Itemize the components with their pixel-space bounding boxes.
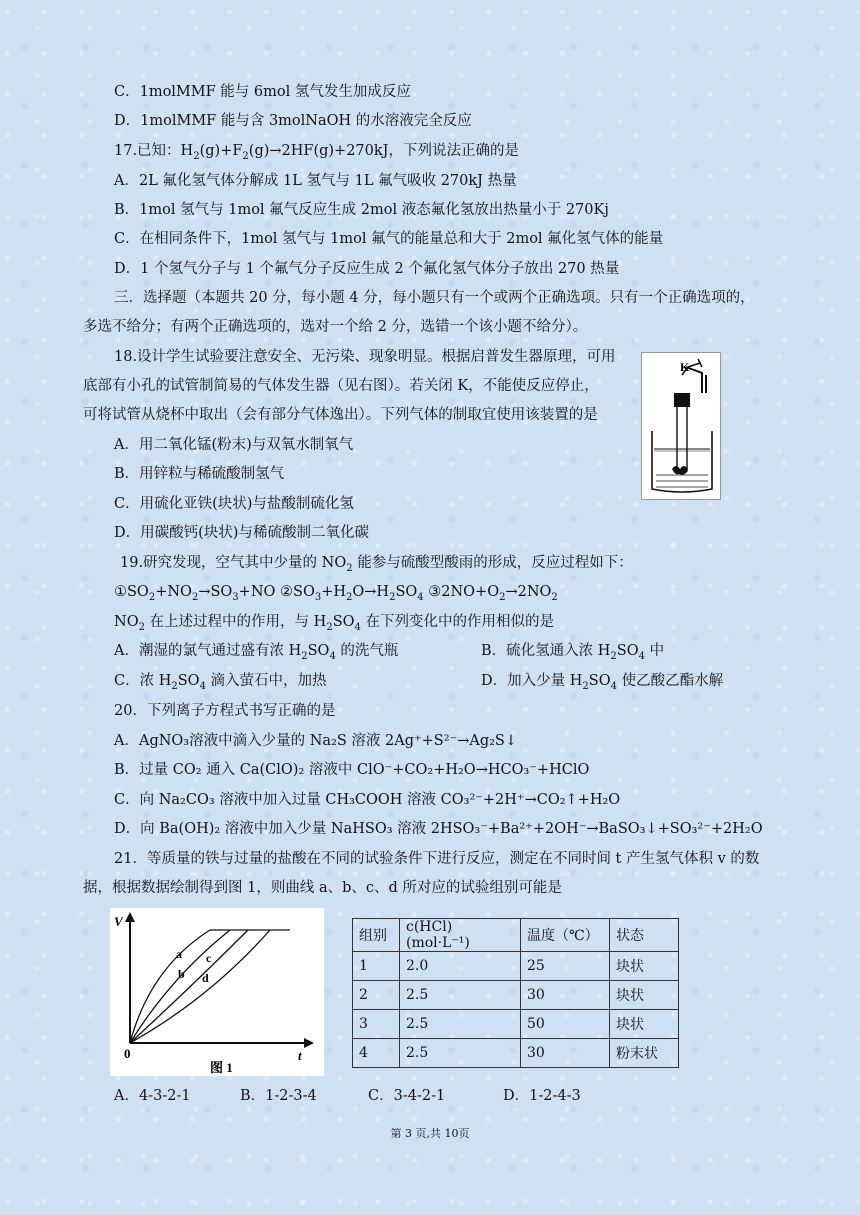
q19-option-a: A．潮湿的氯气通过盛有浓 $H_2SO_4$ 的洗气瓶 (114, 643, 399, 662)
page-number: 第 3 页,共 10页 (390, 1127, 470, 1140)
table-row (353, 952, 679, 981)
table-cell: 25 (521, 952, 610, 981)
curve-d-label: d (202, 971, 209, 985)
section3-instructions-line2: 多选不给分；有两个正确选项的，选对一个给 2 分，选错一个该小题不给分）。 (83, 319, 588, 335)
q21-option-c: C．3-4-2-1 (368, 1088, 446, 1104)
table-cell: 块状 (610, 981, 679, 1010)
table-row (353, 1039, 679, 1068)
q19-option-c: C．浓 $H_2SO_4$ 滴入萤石中，加热 (114, 673, 327, 692)
q18-option-c: C．用硫化亚铁(块状)与盐酸制硫化氢 (114, 496, 354, 512)
table-cell: 2.0 (400, 952, 521, 981)
table-cell: 2 (353, 981, 400, 1010)
q16-option-c: C．1molMMF 能与 6mol 氢气发生加成反应 (114, 84, 411, 100)
q19-option-d: D．加入少量 $H_2SO_4$ 使乙酸乙酯水解 (481, 673, 724, 692)
gas-generator-diagram (642, 353, 720, 499)
table-cell: 3 (353, 1010, 400, 1039)
experiment-conditions-table (352, 918, 679, 1068)
x-axis-label: t (298, 1048, 302, 1063)
table-cell: 1 (353, 952, 400, 981)
origin-label: 0 (124, 1046, 131, 1061)
q16-option-d: D．1molMMF 能与含 3molNaOH 的水溶液完全反应 (114, 113, 472, 129)
q17-stem: 17.已知：$H_2(g)+F_2(g)\to 2HF(g)+270kJ$，下列说法正确的是 (114, 143, 519, 162)
q21-option-b: B．1-2-3-4 (240, 1088, 317, 1104)
q17-option-d: D．1 个氢气分子与 1 个氟气分子反应生成 2 个氟化氢气体分子放出 270 热量 (114, 261, 620, 277)
table-cell: 块状 (610, 1010, 679, 1039)
q20-option-b: B．过量 CO₂ 通入 Ca(ClO)₂ 溶液中 ClO⁻+CO₂+H₂O→HCO₃⁻+HClO (114, 762, 590, 778)
q17-option-c: C．在相同条件下，1mol 氢气与 1mol 氟气的能量总和大于 2mol 氟化氢气体的能量 (114, 231, 664, 247)
section3-instructions-line1: 三．选择题（本题共 20 分，每小题 4 分，每小题只有一个或两个正确选项。只有一个正确选项的， (114, 290, 755, 306)
q21-stem-line2: 据，根据数据绘制得到图 1，则曲线 a、b、c、d 所对应的试验组别可能是 (83, 880, 562, 896)
table-row (353, 981, 679, 1010)
table-cell: 50 (521, 1010, 610, 1039)
q17-option-a: A．2L 氟化氢气体分解成 1L 氢气与 1L 氟气吸收 270kJ 热量 (114, 173, 517, 189)
q20-option-c: C．向 Na₂CO₃ 溶液中加入过量 CH₃COOH 溶液 CO₃²⁻+2H⁺→CO₂↑+H₂O (114, 792, 621, 808)
curve-c-label: c (206, 951, 212, 965)
volume-time-plot (110, 908, 324, 1076)
curve-c (130, 930, 248, 1043)
q18-option-b: B．用锌粒与稀硫酸制氢气 (114, 466, 285, 482)
q18-option-d: D．用碳酸钙(块状)与稀硫酸制二氧化碳 (114, 525, 369, 541)
q20-stem: 20．下列离子方程式书写正确的是 (114, 703, 336, 719)
q21-stem-line1: 21．等质量的铁与过量的盐酸在不同的试验条件下进行反应，测定在不同时间 t 产生氢气体积 v 的数 (114, 851, 760, 867)
q21-option-a: A．4-3-2-1 (114, 1088, 191, 1104)
table-cell: 30 (521, 1039, 610, 1068)
table-cell: 粉末状 (610, 1039, 679, 1068)
q21-option-d: D．1-2-4-3 (503, 1088, 581, 1104)
curve-b-label: b (178, 967, 185, 981)
q18-stem-line2: 底部有小孔的试管制简易的气体发生器（见右图）。若关闭 K，不能使反应停止， (83, 378, 599, 394)
q17-option-b: B．1mol 氢气与 1mol 氟气反应生成 2mol 液态氟化氢放出热量小于 270Kj (114, 202, 609, 218)
figure-caption: 图 1 (210, 1060, 233, 1075)
gas-generator-figure (641, 352, 721, 500)
y-axis-label: V (114, 914, 123, 929)
curve-a-label: a (176, 947, 182, 961)
header-cell: c(HCl)(mol·L⁻¹) (400, 919, 521, 952)
valve-k-label: K (680, 360, 690, 374)
q19-question: $NO_2$ 在上述过程中的作用，与 $H_2SO_4$ 在下列变化中的作用相似的是 (114, 614, 555, 633)
q19-reaction-equations: $①SO_2+NO_2\to SO_3+NO$ $②SO_3+H_2O\to H_2SO_4$ $③2NO+O_2\to 2NO_2$ (114, 584, 558, 603)
header-cell: 状态 (610, 919, 679, 952)
q20-option-d: D．向 Ba(OH)₂ 溶液中加入少量 NaHSO₃ 溶液 2HSO₃⁻+Ba²⁺+2OH⁻→BaSO₃↓+SO₃²⁻+2H₂O (114, 821, 763, 837)
table-cell: 4 (353, 1039, 400, 1068)
figure-1-graph (110, 908, 324, 1076)
q19-stem: 19.研究发现，空气其中少量的 $NO_2$ 能参与硫酸型酸雨的形成，反应过程如下： (120, 555, 633, 574)
header-cell: 组别 (353, 919, 400, 952)
q18-stem-line1: 18.设计学生试验要注意安全、无污染、现象明显。根据启普发生器原理，可用 (114, 349, 616, 365)
q18-option-a: A．用二氧化锰(粉末)与双氧水制氧气 (114, 437, 354, 453)
header-cell: 温度（℃） (521, 919, 610, 952)
table-cell: 块状 (610, 952, 679, 981)
table-cell: 2.5 (400, 1010, 521, 1039)
q20-option-a: A．AgNO₃溶液中滴入少量的 Na₂S 溶液 2Ag⁺+S²⁻→Ag₂S↓ (114, 733, 517, 749)
table-header-row (353, 919, 679, 952)
table-cell: 30 (521, 981, 610, 1010)
table-cell: 2.5 (400, 1039, 521, 1068)
curve-d (130, 930, 270, 1043)
q18-stem-line3: 可将试管从烧杯中取出（会有部分气体逸出）。下列气体的制取宜使用该装置的是 (83, 407, 598, 423)
table-row (353, 1010, 679, 1039)
table-cell: 2.5 (400, 981, 521, 1010)
q19-option-b: B．硫化氢通入浓 $H_2SO_4$ 中 (481, 643, 665, 662)
